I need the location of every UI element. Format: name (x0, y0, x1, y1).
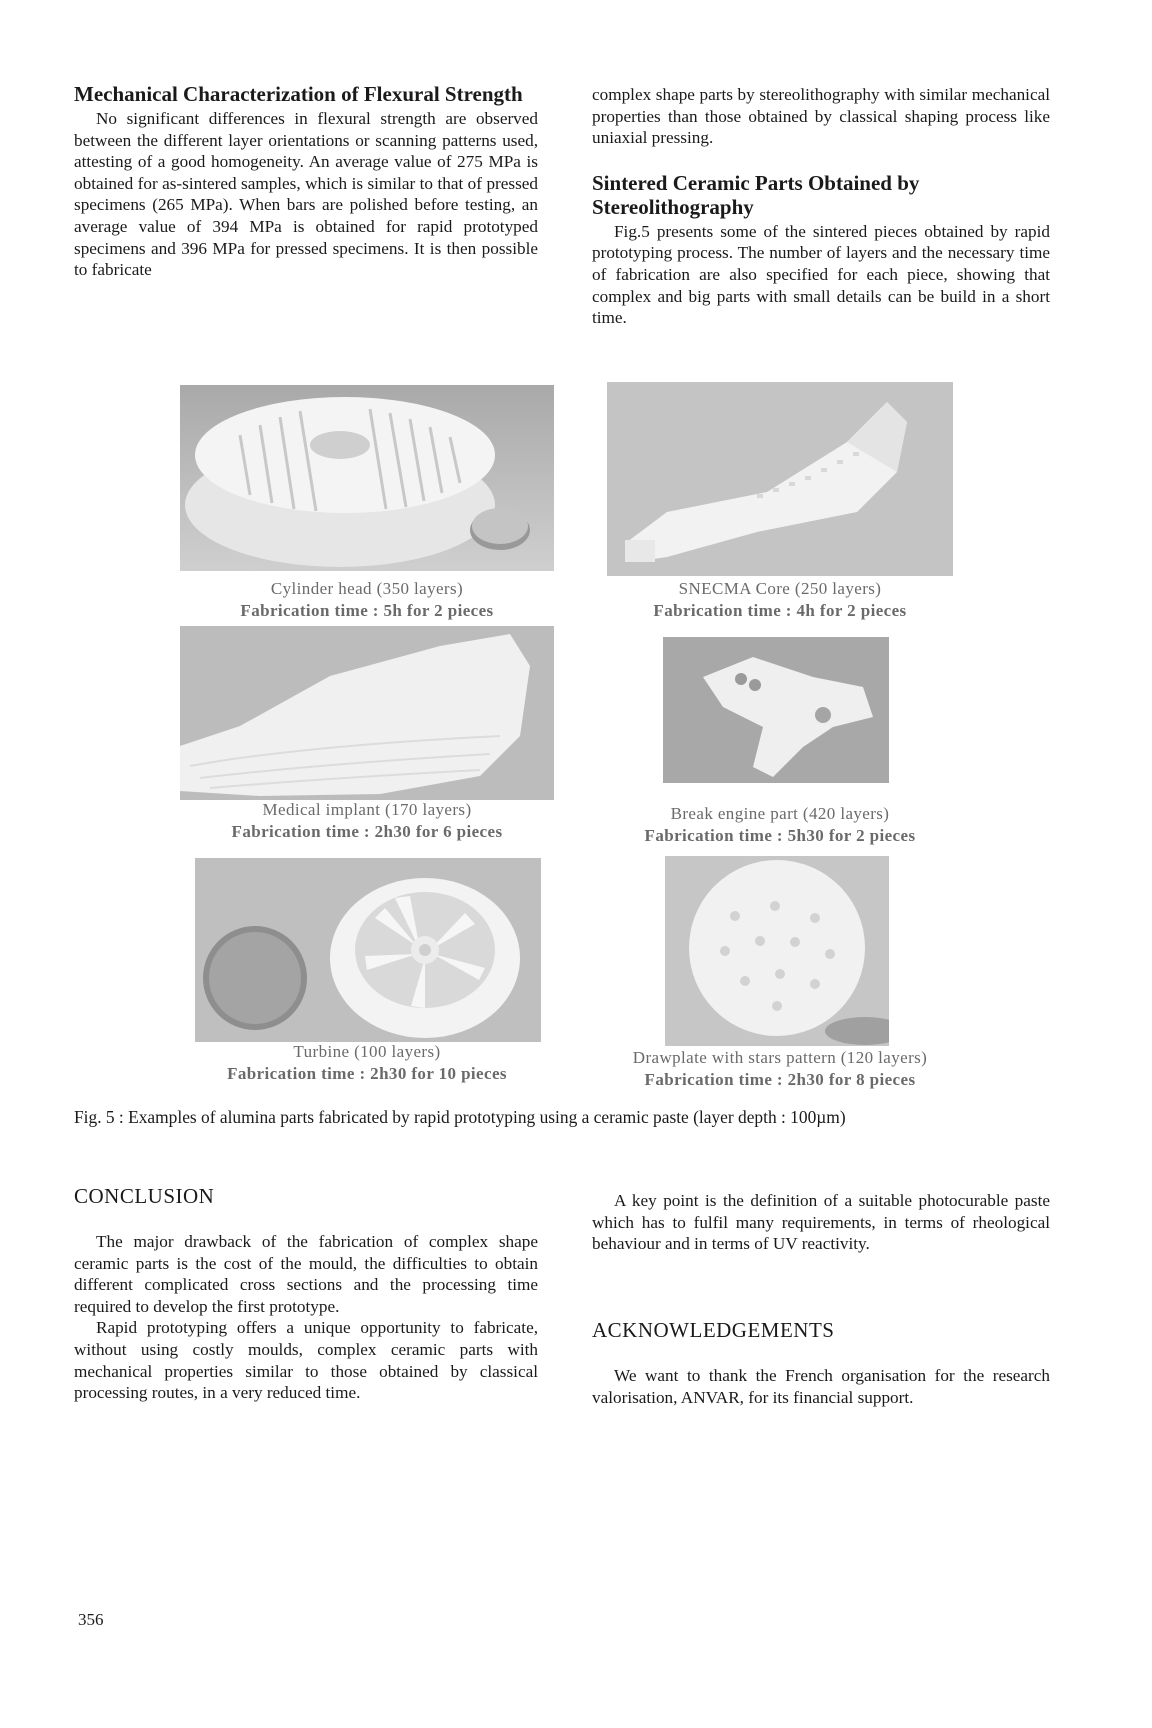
item-time: Fabrication time : 2h30 for 6 pieces (231, 822, 503, 841)
item-name: Drawplate with stars pattern (120 layers) (632, 1048, 928, 1067)
figure-caption-medical-implant (160, 799, 574, 843)
snecma-core-photo (607, 382, 953, 576)
cylinder-head-photo (180, 385, 554, 571)
item-name: Medical implant (170 layers) (262, 800, 472, 819)
acknowledgements-section (592, 1318, 1050, 1408)
conclusion-section (74, 1184, 538, 1404)
turbine-photo (195, 858, 541, 1042)
conclusion-paragraph-2: Rapid prototyping offers a unique opportunity to fabricate, without using costly moulds, complex ceramic parts with mechanical properties similar to those obtained by classical processing routes, in a very reduced time. (74, 1318, 538, 1403)
figure-caption-cylinder-head (160, 578, 574, 622)
item-time: Fabrication time : 2h30 for 8 pieces (644, 1070, 916, 1089)
item-name: Break engine part (420 layers) (670, 804, 890, 823)
conclusion-heading: CONCLUSION (74, 1184, 215, 1208)
conclusion-paragraph-3: A key point is the definition of a suitable photocurable paste which has to fulfil many requirements, in terms of rheological behaviour and in terms of UV reactivity. (592, 1191, 1050, 1254)
item-time: Fabrication time : 5h for 2 pieces (240, 601, 494, 620)
item-time: Fabrication time : 4h for 2 pieces (653, 601, 907, 620)
conclusion-paragraph-1: The major drawback of the fabrication of complex shape ceramic parts is the cost of the mould, the difficulties to obtain different complicated cross sections and the processing time required to develop the first prototype. (74, 1232, 538, 1316)
figure-caption-break-engine-part (580, 803, 980, 847)
item-time: Fabrication time : 5h30 for 2 pieces (644, 826, 916, 845)
acknowledgements-text: We want to thank the French organisation for the research valorisation, ANVAR, for its financial support. (592, 1366, 1050, 1407)
section-heading: Sintered Ceramic Parts Obtained by Stereolithography (592, 170, 920, 219)
item-name: SNECMA Core (250 layers) (678, 579, 882, 598)
continuation-paragraph: complex shape parts by stereolithography with similar mechanical properties than those obtained by classical shaping process like uniaxial pressing. (592, 85, 1050, 148)
figure-caption-turbine (160, 1041, 574, 1085)
break-engine-part-photo (663, 637, 889, 783)
figure-caption-drawplate (580, 1047, 980, 1091)
section-heading: Mechanical Characterization of Flexural Strength (74, 82, 523, 106)
flexural-strength-section (74, 82, 538, 281)
item-name: Turbine (100 layers) (293, 1042, 441, 1061)
sintered-parts-section (592, 84, 1050, 329)
acknowledgements-heading: ACKNOWLEDGEMENTS (592, 1318, 835, 1342)
item-time: Fabrication time : 2h30 for 10 pieces (227, 1064, 507, 1083)
medical-implant-photo (180, 626, 554, 800)
item-name: Cylinder head (350 layers) (270, 579, 464, 598)
figure-caption: Fig. 5 : Examples of alumina parts fabricated by rapid prototyping using a ceramic paste (layer depth : 100µm) (74, 1107, 846, 1127)
drawplate-photo (665, 856, 889, 1046)
figure-caption-snecma-core (580, 578, 980, 622)
page-number: 356 (78, 1610, 104, 1629)
section-paragraph: Fig.5 presents some of the sintered pieces obtained by rapid prototyping process. The number of layers and the necessary time of fabrication are also specified for each piece, showing that complex and big parts with small details can be build in a short time. (592, 221, 1050, 328)
section-paragraph: No significant differences in flexural strength are observed between the different layer orientations or scanning patterns used, attesting of a good homogeneity. An average value of 275 MPa is obtained for as-sintered samples, which is similar to that of pressed specimens (265 MPa). When bars are polished before testing, an average value of 394 MPa is obtained for rapid prototyped specimens and 396 MPa for pressed specimens. It is then possible to fabricate (74, 109, 538, 280)
conclusion-continued (592, 1190, 1050, 1255)
